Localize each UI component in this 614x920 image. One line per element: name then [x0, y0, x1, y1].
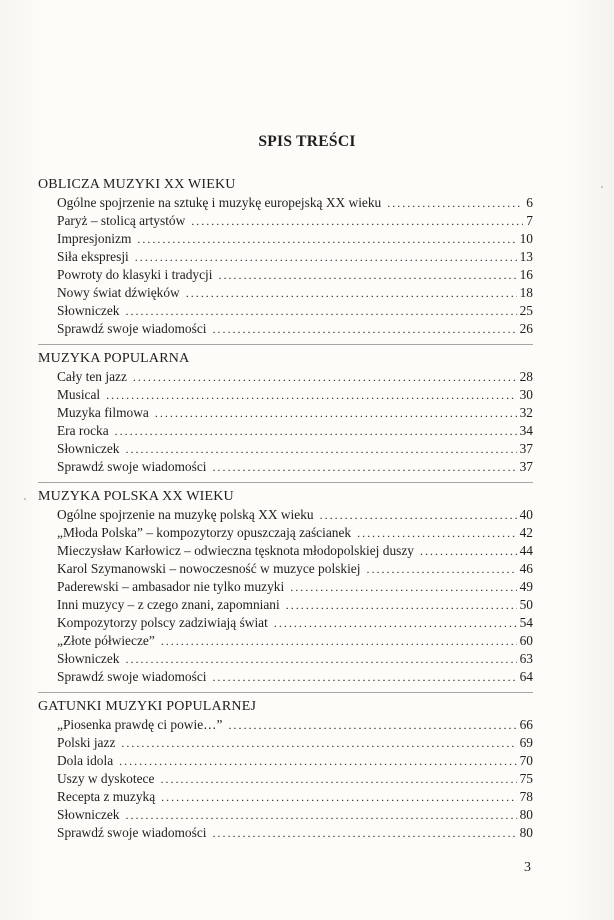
toc-entry-page: 70	[519, 753, 533, 768]
toc-entry-label: Uszy w dyskotece	[57, 771, 155, 786]
section-heading: OBLICZA MUZYKI XX WIEKU	[38, 177, 236, 192]
toc-entry-page: 42	[519, 525, 533, 540]
toc-entry-page: 63	[519, 651, 533, 666]
toc-entry	[57, 578, 533, 596]
dot-leader	[119, 752, 516, 770]
toc-entry-page: 10	[519, 231, 533, 246]
dot-leader	[213, 320, 517, 338]
toc-entry-label: „Młoda Polska” – kompozytorzy opuszczają zaścianek	[57, 525, 352, 540]
toc-entry-label: Powroty do klasyki i tradycji	[57, 267, 213, 282]
toc-entry	[57, 632, 533, 650]
toc-entry-label: Dola idola	[57, 753, 114, 768]
toc-entry-page: 30	[519, 387, 533, 402]
table-of-contents	[38, 176, 533, 842]
toc-entry-page: 80	[519, 825, 533, 840]
toc-entry-page: 78	[519, 789, 533, 804]
toc-entry	[57, 614, 533, 632]
toc-entry	[57, 524, 533, 542]
toc-entry-page: 75	[519, 771, 533, 786]
toc-entry-page: 26	[519, 321, 533, 336]
toc-entry	[57, 422, 533, 440]
dot-leader	[125, 650, 516, 668]
toc-entry	[57, 824, 533, 842]
toc-entry-page: 60	[519, 633, 533, 648]
toc-entry-label: Recepta z muzyką	[57, 789, 156, 804]
toc-entry	[57, 404, 533, 422]
toc-entry-page: 25	[519, 303, 533, 318]
toc-entry-page: 16	[519, 267, 533, 282]
toc-entry	[57, 458, 533, 476]
toc-entry-label: Paryż – stolicą artystów	[57, 213, 186, 228]
toc-entries	[57, 716, 533, 842]
dot-leader	[125, 440, 516, 458]
toc-entry-label: Era rocka	[57, 423, 109, 438]
toc-entry-page: 50	[519, 597, 533, 612]
toc-entry-page: 34	[519, 423, 533, 438]
toc-entry-label: Mieczysław Karłowicz – odwieczna tęsknota młodopolskiej duszy	[57, 543, 414, 558]
dot-leader	[213, 824, 517, 842]
toc-section	[38, 488, 533, 686]
toc-entry-label: Muzyka filmowa	[57, 405, 149, 420]
toc-entry	[57, 650, 533, 668]
dot-leader	[133, 368, 517, 386]
toc-entry-label: Sprawdź swoje wiadomości	[57, 669, 207, 684]
toc-entry-label: Sprawdź swoje wiadomości	[57, 321, 207, 336]
toc-entry-label: „Piosenka prawdę ci powie…”	[57, 717, 223, 732]
toc-entry	[57, 506, 533, 524]
toc-entry-page: 80	[519, 807, 533, 822]
toc-entry-label: Ogólne spojrzenie na sztukę i muzykę europejską XX wieku	[57, 195, 382, 210]
toc-entry	[57, 248, 533, 266]
section-heading: MUZYKA POPULARNA	[38, 351, 190, 366]
dot-leader	[186, 284, 517, 302]
dot-leader	[320, 506, 517, 524]
toc-entry-page: 49	[519, 579, 533, 594]
toc-entry	[57, 542, 533, 560]
toc-entry-page: 54	[519, 615, 533, 630]
toc-entry	[57, 752, 533, 770]
dot-leader	[125, 806, 516, 824]
toc-entry-label: Musical	[57, 387, 101, 402]
dot-leader	[137, 230, 516, 248]
toc-entry	[57, 716, 533, 734]
toc-entry-label: Ogólne spojrzenie na muzykę polską XX wieku	[57, 507, 314, 522]
dot-leader	[213, 458, 517, 476]
paper-speck	[601, 186, 603, 188]
toc-entry	[57, 320, 533, 338]
toc-entry-page: 18	[519, 285, 533, 300]
toc-entry-label: Słowniczek	[57, 807, 120, 822]
toc-entry	[57, 770, 533, 788]
section-divider	[38, 482, 533, 483]
dot-leader	[290, 578, 516, 596]
toc-section	[38, 176, 533, 338]
toc-entry-label: Paderewski – ambasador nie tylko muzyki	[57, 579, 285, 594]
dot-leader	[218, 266, 516, 284]
toc-entry	[57, 386, 533, 404]
dot-leader	[125, 302, 516, 320]
toc-entry	[57, 302, 533, 320]
toc-entry	[57, 266, 533, 284]
toc-entry-page: 64	[519, 669, 533, 684]
toc-entry	[57, 806, 533, 824]
dot-leader	[161, 788, 516, 806]
toc-entry-label: Cały ten jazz	[57, 369, 127, 384]
toc-entry-page: 44	[519, 543, 533, 558]
toc-entry-label: Polski jazz	[57, 735, 116, 750]
toc-entry-label: Impresjonizm	[57, 231, 132, 246]
toc-entry-label: Inni muzycy – z czego znani, zapomniani	[57, 597, 280, 612]
dot-leader	[357, 524, 516, 542]
toc-entry-page: 37	[519, 459, 533, 474]
dot-leader	[161, 632, 517, 650]
section-heading: GATUNKI MUZYKI POPULARNEJ	[38, 699, 257, 714]
dot-leader	[121, 734, 516, 752]
toc-entry	[57, 194, 533, 212]
toc-entries	[57, 194, 533, 338]
toc-entry-label: Słowniczek	[57, 651, 120, 666]
toc-entry-label: Słowniczek	[57, 441, 120, 456]
dot-leader	[160, 770, 516, 788]
paper-speck	[24, 498, 26, 500]
toc-entry-page: 37	[519, 441, 533, 456]
dot-leader	[286, 596, 517, 614]
dot-leader	[387, 194, 523, 212]
toc-entry-page: 13	[519, 249, 533, 264]
toc-entry	[57, 560, 533, 578]
toc-entry	[57, 734, 533, 752]
toc-entry-label: Siła ekspresji	[57, 249, 129, 264]
toc-entry	[57, 596, 533, 614]
toc-section	[38, 350, 533, 476]
toc-entry-page: 66	[519, 717, 533, 732]
section-divider	[38, 692, 533, 693]
toc-entry-label: „Złote półwiecze”	[57, 633, 155, 648]
toc-entry-label: Sprawdź swoje wiadomości	[57, 825, 207, 840]
toc-entry-page: 6	[526, 195, 533, 210]
dot-leader	[191, 212, 523, 230]
toc-entry	[57, 230, 533, 248]
toc-entry-label: Kompozytorzy polscy zadziwiają świat	[57, 615, 268, 630]
toc-entry-label: Sprawdź swoje wiadomości	[57, 459, 207, 474]
section-divider	[38, 344, 533, 345]
toc-entry-page: 46	[519, 561, 533, 576]
toc-entry-page: 40	[519, 507, 533, 522]
toc-entry-page: 7	[526, 213, 533, 228]
section-heading: MUZYKA POLSKA XX WIEKU	[38, 489, 234, 504]
toc-entry	[57, 668, 533, 686]
dot-leader	[366, 560, 516, 578]
toc-entries	[57, 506, 533, 686]
toc-entry-label: Nowy świat dźwięków	[57, 285, 180, 300]
dot-leader	[213, 668, 517, 686]
dot-leader	[115, 422, 517, 440]
toc-entry	[57, 368, 533, 386]
toc-entries	[57, 368, 533, 476]
dot-leader	[155, 404, 517, 422]
toc-entry	[57, 284, 533, 302]
dot-leader	[135, 248, 517, 266]
toc-entry	[57, 440, 533, 458]
dot-leader	[420, 542, 517, 560]
page-number: 3	[524, 860, 531, 875]
dot-leader	[228, 716, 516, 734]
toc-entry-page: 28	[519, 369, 533, 384]
toc-entry-label: Karol Szymanowski – nowoczesność w muzyce polskiej	[57, 561, 361, 576]
page-title: SPIS TREŚCI	[258, 133, 356, 150]
toc-entry	[57, 788, 533, 806]
toc-entry-page: 32	[519, 405, 533, 420]
dot-leader	[274, 614, 517, 632]
toc-entry	[57, 212, 533, 230]
toc-entry-label: Słowniczek	[57, 303, 120, 318]
toc-section	[38, 698, 533, 842]
toc-entry-page: 69	[519, 735, 533, 750]
dot-leader	[106, 386, 516, 404]
